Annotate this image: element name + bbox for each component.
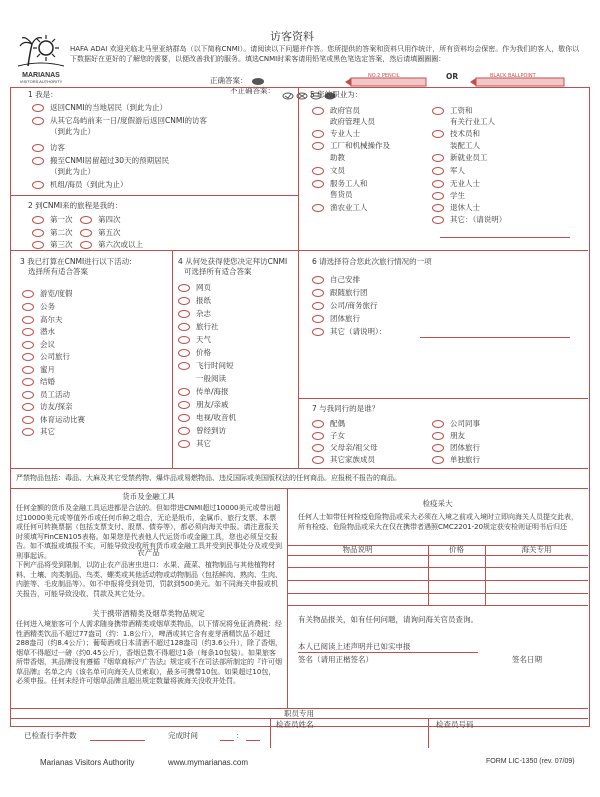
q5-option-unemployed[interactable]: 无业人士 <box>432 179 480 189</box>
incorrect-mark-label: 不正确答案： <box>230 86 275 95</box>
q5-option-professional[interactable]: 专业人士 <box>312 129 360 139</box>
q1-option-relocating-note: （到此为止） <box>50 167 95 176</box>
q5-option-other[interactable]: 其它：（请说明） <box>432 215 506 225</box>
signature-date-label: 签名日期 <box>512 655 542 664</box>
q3-option-diving[interactable]: 潜水 <box>22 327 55 337</box>
q5-title: 5 您的职业为： <box>310 90 363 99</box>
q7-option-friends[interactable]: 朋友 <box>432 431 465 441</box>
q3-option-business[interactable]: 公务 <box>22 302 55 312</box>
q6-option-company[interactable]: 公司/商务旅行 <box>312 301 378 311</box>
q6-option-group[interactable]: 团体旅行 <box>312 314 360 324</box>
inspection-title: 检疫采大 <box>422 499 453 508</box>
official-use-title: 职员专用 <box>284 709 314 718</box>
q5-option-sales: 售货员 <box>330 190 353 199</box>
items-header-customs: 海关专用 <box>521 545 552 554</box>
intro-text: HAFA ADAI 欢迎光临北马里亚纳群岛（以下简称CNMI）。请阅读以下问题并作答。您所提供的答案和资料只用作统计，所有资料均会保密。作为我们的客人，敬你以下数据好在更好的了解您的需要，以便改善我们的服务。填选CNMI时乘客请用铅笔或黑色笔选定答案，然后请填圈圈圈： <box>70 45 580 63</box>
q4-option-price[interactable]: 价格 <box>178 348 211 358</box>
q6-other-line[interactable] <box>420 337 570 338</box>
prohibited-items-note: 严禁物品包括：毒品、大麻及其它受禁药物、爆炸品或易燃物品、违反国际或美国版权法的任何商品。应报税不报告的商品。 <box>16 474 401 482</box>
q4-option-other[interactable]: 其它 <box>178 439 211 449</box>
q5-option-assembly: 装配工人 <box>450 141 480 150</box>
q3-option-company-trip[interactable]: 公司旅行 <box>22 352 70 362</box>
q4-option-reading: 一般阅读 <box>196 374 226 383</box>
q2-option-third[interactable]: 第三次 <box>32 240 73 250</box>
done-time-separator: ： <box>236 731 244 740</box>
q1-option-relocating[interactable]: 搬至CNMI居留超过30天的预期居民 <box>32 156 169 166</box>
q7-option-spouse[interactable]: 配偶 <box>312 419 345 429</box>
q2-option-sixth-plus[interactable]: 第六次或以上 <box>80 240 143 250</box>
declare-statement: 本人已阅读上述声明并已如实申报 <box>298 642 411 651</box>
q4-option-magazine[interactable]: 杂志 <box>178 309 211 319</box>
done-time-label: 完成时间 <box>168 731 198 740</box>
q4-subtitle: 可选择所有适合答案 <box>184 267 252 276</box>
q5-option-service[interactable]: 服务工人和 <box>312 179 368 189</box>
q5-option-technician[interactable]: 工厂和机械操作及 <box>312 141 390 151</box>
declare-question-note: 有关物品报关，如有任何问题，请询问海关官员查询。 <box>298 615 478 624</box>
q5-other-line[interactable] <box>440 237 570 238</box>
logo <box>16 30 66 84</box>
q1-option-resident[interactable]: 返回CNMI的当地居民（到此为止） <box>32 103 167 113</box>
q6-title: 6 请选择符合您此次旅行情况的一项 <box>312 257 432 266</box>
q5-option-gov-admin: 政府管理人员 <box>330 117 375 126</box>
q1-option-crew[interactable]: 机组/海员（到此为止） <box>32 180 128 190</box>
signature-label: 签名（请用正楷签名） <box>298 655 373 664</box>
page-title: 访客资料 <box>270 30 314 43</box>
alcohol-title: 关于携带酒精类及烟草类物品规定 <box>92 609 205 618</box>
q7-option-alone[interactable]: 单独旅行 <box>432 455 480 465</box>
q5-option-industry: 有关行业工人 <box>450 117 495 126</box>
currency-text: 任何金额的货币及金融工具运进都是合法的。但如带进CNMI超过10000美元或带出超过10000美元或等值外币或任何币种之组合，无论是纸币，金属币、旅行支票、本票或任何可转换票据（包括支票支付、股票、债券等），都必须向海关申报。请注意报关时须填写FinCEN105表格。如果您是代表他人代运货币或金融工具，您也必须呈交报告。如不填报或填报不实，可能导致没收所有货币或金融工具并受到民事处分及或受到刑事起诉。 <box>16 504 282 560</box>
q3-title: 3 我已打算在CNMI进行以下活动: <box>20 257 132 266</box>
q7-option-children[interactable]: 子女 <box>312 431 345 441</box>
q4-option-weather[interactable]: 天气 <box>178 335 211 345</box>
checked-items-field[interactable] <box>90 740 145 741</box>
q4-option-friends[interactable]: 朋友/亲戚 <box>178 400 229 410</box>
q1-option-visitor[interactable]: 访客 <box>32 143 65 153</box>
agri-text: 下例产品将受到限制，以防止农产品害虫进口：水果、蔬菜、植物制品与其他植物材料、土壤、肉类制品、鸟类、螺类或其他活动物或动物制品（包括鲜肉、熟肉、生肉、内脏等、毛皮制品等）。如不申报将受到处罚，罚款到500美元。如不同海关申报或机关报告，可能导致没收、罚款及其它处分。 <box>16 561 282 598</box>
done-time-minutes-field[interactable] <box>246 740 260 741</box>
q1-option-daytrip[interactable]: 从其它岛屿前来一日/度假游后返回CNMI的访客 <box>32 116 207 126</box>
q4-title: 4 从何处获得使您决定拜访CNMI <box>178 257 288 266</box>
footer-url: www.mymarianas.com <box>168 758 249 767</box>
q7-option-group-tour[interactable]: 团体旅行 <box>432 443 480 453</box>
q4-option-newspaper[interactable]: 报纸 <box>178 296 211 306</box>
q2-option-fifth[interactable]: 第五次 <box>80 228 121 238</box>
q3-option-visit-friends[interactable]: 访友/探亲 <box>22 402 73 412</box>
q3-option-other[interactable]: 其它 <box>22 427 55 437</box>
q5-option-factory[interactable]: 技术员和 <box>432 129 480 139</box>
q2-option-second[interactable]: 第二次 <box>32 228 73 238</box>
q5-option-new-employee[interactable]: 新就业员工 <box>432 153 488 163</box>
inspector-name-label: 检查员姓名 <box>276 720 314 729</box>
done-time-hours-field[interactable] <box>220 740 234 741</box>
q6-option-self[interactable]: 自己安排 <box>312 275 360 285</box>
inspector-id-label: 检查员号码 <box>436 720 474 729</box>
q3-option-staff-event[interactable]: 员工活动 <box>22 390 70 400</box>
q3-option-honeymoon[interactable]: 蜜月 <box>22 365 55 375</box>
signature-line[interactable] <box>298 652 478 653</box>
q3-option-wedding[interactable]: 结婚 <box>22 377 55 387</box>
footer-form-number: FORM LIC-1350 (rev. 07/09) <box>486 758 575 765</box>
q7-option-colleague[interactable]: 公司同事 <box>432 419 480 429</box>
q3-option-conference[interactable]: 会议 <box>22 340 55 350</box>
checked-items-label: 已检查行李件数 <box>24 731 77 740</box>
q6-option-other[interactable]: 其它（请说明）： <box>312 327 386 337</box>
q1-option-daytrip-note: （到此为止） <box>50 127 95 136</box>
q4-option-previous-visit[interactable]: 曾经到访 <box>178 426 226 436</box>
q5-option-clerk[interactable]: 文员 <box>312 166 345 176</box>
q5-option-assistant: 助教 <box>330 153 345 162</box>
q5-option-retired[interactable]: 退休人士 <box>432 203 480 213</box>
pen-label: BLACK BALLPOINT <box>490 73 536 79</box>
q2-title: 2 到CNMI来的旅程是我的： <box>28 201 123 210</box>
q4-option-travel-agent[interactable]: 旅行社 <box>178 322 219 332</box>
q1-title: 1 我是： <box>28 90 58 99</box>
q3-option-sightseeing[interactable]: 游览/度假 <box>22 289 73 299</box>
footer-org: Marianas Visitors Authority <box>40 758 135 767</box>
q5-option-agriculture[interactable]: 渔农业工人 <box>312 203 368 213</box>
logo-text: MARIANAS <box>22 72 60 79</box>
q4-option-website[interactable]: 网页 <box>178 283 211 293</box>
q7-option-family[interactable]: 其它家族成员 <box>312 455 375 465</box>
q6-option-tour-group[interactable]: 跟随旅行团 <box>312 288 368 298</box>
currency-title: 货币及金融工具 <box>122 492 175 501</box>
q4-option-flyer[interactable]: 传单/海报 <box>178 387 229 397</box>
alcohol-text: 任何进入境旅客可个人需求随身携带酒精类或烟草类物品，以下情况将免征消费税：经性酒精类饮品不超过77盎司（约：1.8公斤），啤酒或其它含有麦芽酒精饮品不超过288盎司（约8.4公斤）；葡萄酒或日本清酒不超过128盎司（约3.6公升），除了香烟，烟草不得超过一磅（约0.45公斤），香烟总数不得超过1条（每条10包装）。如果旅客所带香烟，其品牌没有遵循『烟草商标产广告法』规定或不在司法部所制定的『许可烟草品牌』名单之内（该名单可向海关人员索取），最多可携带10包。如果超过10包，必须申报。任何未经许可烟草品牌且超出规定数量将被海关没收并处罚。 <box>16 620 282 685</box>
sun-palm-logo-icon <box>16 30 66 68</box>
q3-subtitle: 选择所有适合答案 <box>28 267 88 276</box>
q5-option-student[interactable]: 学生 <box>432 191 465 201</box>
q3-option-golf[interactable]: 高尔夫 <box>22 315 63 325</box>
q5-option-gov-official[interactable]: 政府官员 <box>312 106 360 116</box>
q7-option-parents[interactable]: 父母亲/祖父母 <box>312 443 378 453</box>
items-header-description: 物品说明 <box>342 545 373 554</box>
or-label: OR <box>446 72 459 81</box>
pencil-label: NO.2 PENCIL <box>368 73 400 79</box>
q5-option-wage[interactable]: 工资和 <box>432 106 473 116</box>
correct-mark-example-icon <box>252 78 264 85</box>
logo-subtext: VISITORS AUTHORITY <box>19 79 63 84</box>
correct-mark-label: 正确答案： <box>210 76 248 85</box>
q7-title: 7 与我同行的是谁？ <box>312 404 380 413</box>
agri-title: 农产品 <box>137 548 160 557</box>
q4-option-tv-radio[interactable]: 电视/收音机 <box>178 413 236 423</box>
items-header-price: 价格 <box>449 545 464 554</box>
q2-option-fourth[interactable]: 第四次 <box>80 215 121 225</box>
inspection-text: 任何人士如带任何检疫危险物品或采大必须在入境之前或入境时立即向海关人员提交此表，所有检疫、危险物品或采大在仅在携带者遇照CMC2201-20规定获安检则证明书后归还 <box>298 513 578 531</box>
q3-option-sports[interactable]: 体育运动比赛 <box>22 415 85 425</box>
q4-option-short-flight[interactable]: 飞行时间短 <box>178 361 234 371</box>
q2-option-first[interactable]: 第一次 <box>32 215 73 225</box>
q5-option-military[interactable]: 军人 <box>432 166 465 176</box>
